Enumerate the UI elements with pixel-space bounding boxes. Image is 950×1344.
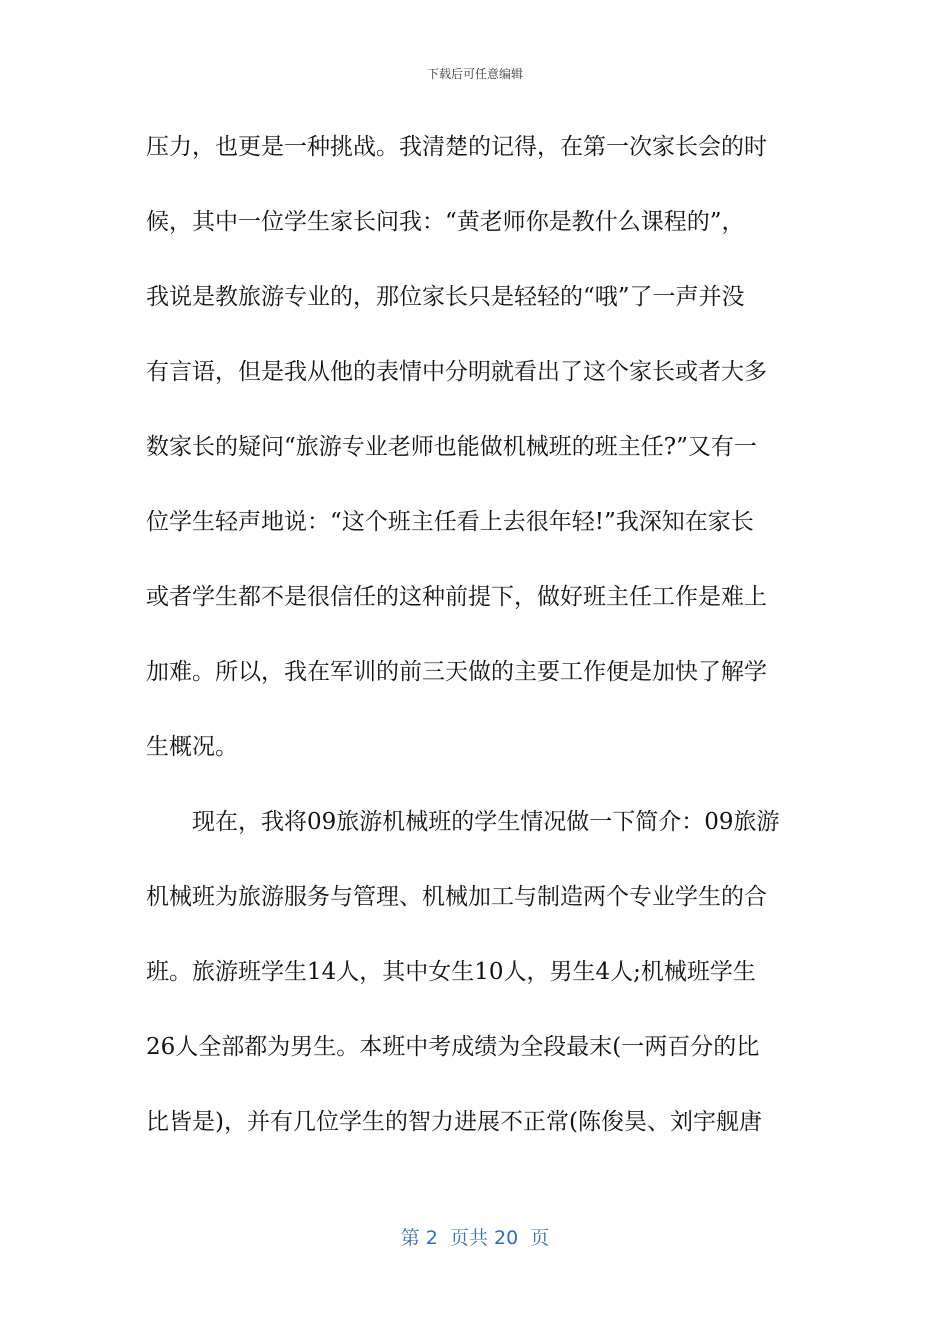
text-line: 比皆是)，并有几位学生的智力进展不正常(陈俊昊、刘宇舰唐	[146, 1109, 762, 1135]
text-line: 现在，我将09旅游机械班的学生情况做一下简介：09旅游	[146, 809, 780, 835]
body-text	[146, 124, 816, 1174]
text-line: 班。旅游班学生14人，其中女生10人，男生4人;机械班学生	[146, 959, 756, 985]
text-line: 有言语，但是我从他的表情中分明就看出了这个家长或者大多	[146, 359, 767, 385]
text-line: 候，其中一位学生家长问我：“黄老师你是教什么课程的”，	[146, 209, 745, 235]
text-line: 我说是教旅游专业的，那位家长只是轻轻的“哦”了一声并没	[146, 284, 745, 310]
text-line: 位学生轻声地说：“这个班主任看上去很年轻!”我深知在家长	[146, 509, 754, 535]
text-line: 26人全部都为男生。本班中考成绩为全段最末(一两百分的比	[146, 1034, 760, 1060]
text-line: 数家长的疑问“旅游专业老师也能做机械班的班主任?”又有一	[146, 434, 757, 460]
text-line: 机械班为旅游服务与管理、机械加工与制造两个专业学生的合	[146, 884, 767, 910]
text-line: 加难。所以，我在军训的前三天做的主要工作便是加快了解学	[146, 659, 767, 685]
page-number-footer: 第 2 页共 20 页	[400, 1227, 550, 1249]
text-line: 生概况。	[146, 734, 238, 760]
text-line: 压力，也更是一种挑战。我清楚的记得，在第一次家长会的时	[146, 134, 767, 160]
text-line: 或者学生都不是很信任的这种前提下，做好班主任工作是难上	[146, 584, 767, 610]
page-header: 下载后可任意编辑	[426, 67, 523, 81]
